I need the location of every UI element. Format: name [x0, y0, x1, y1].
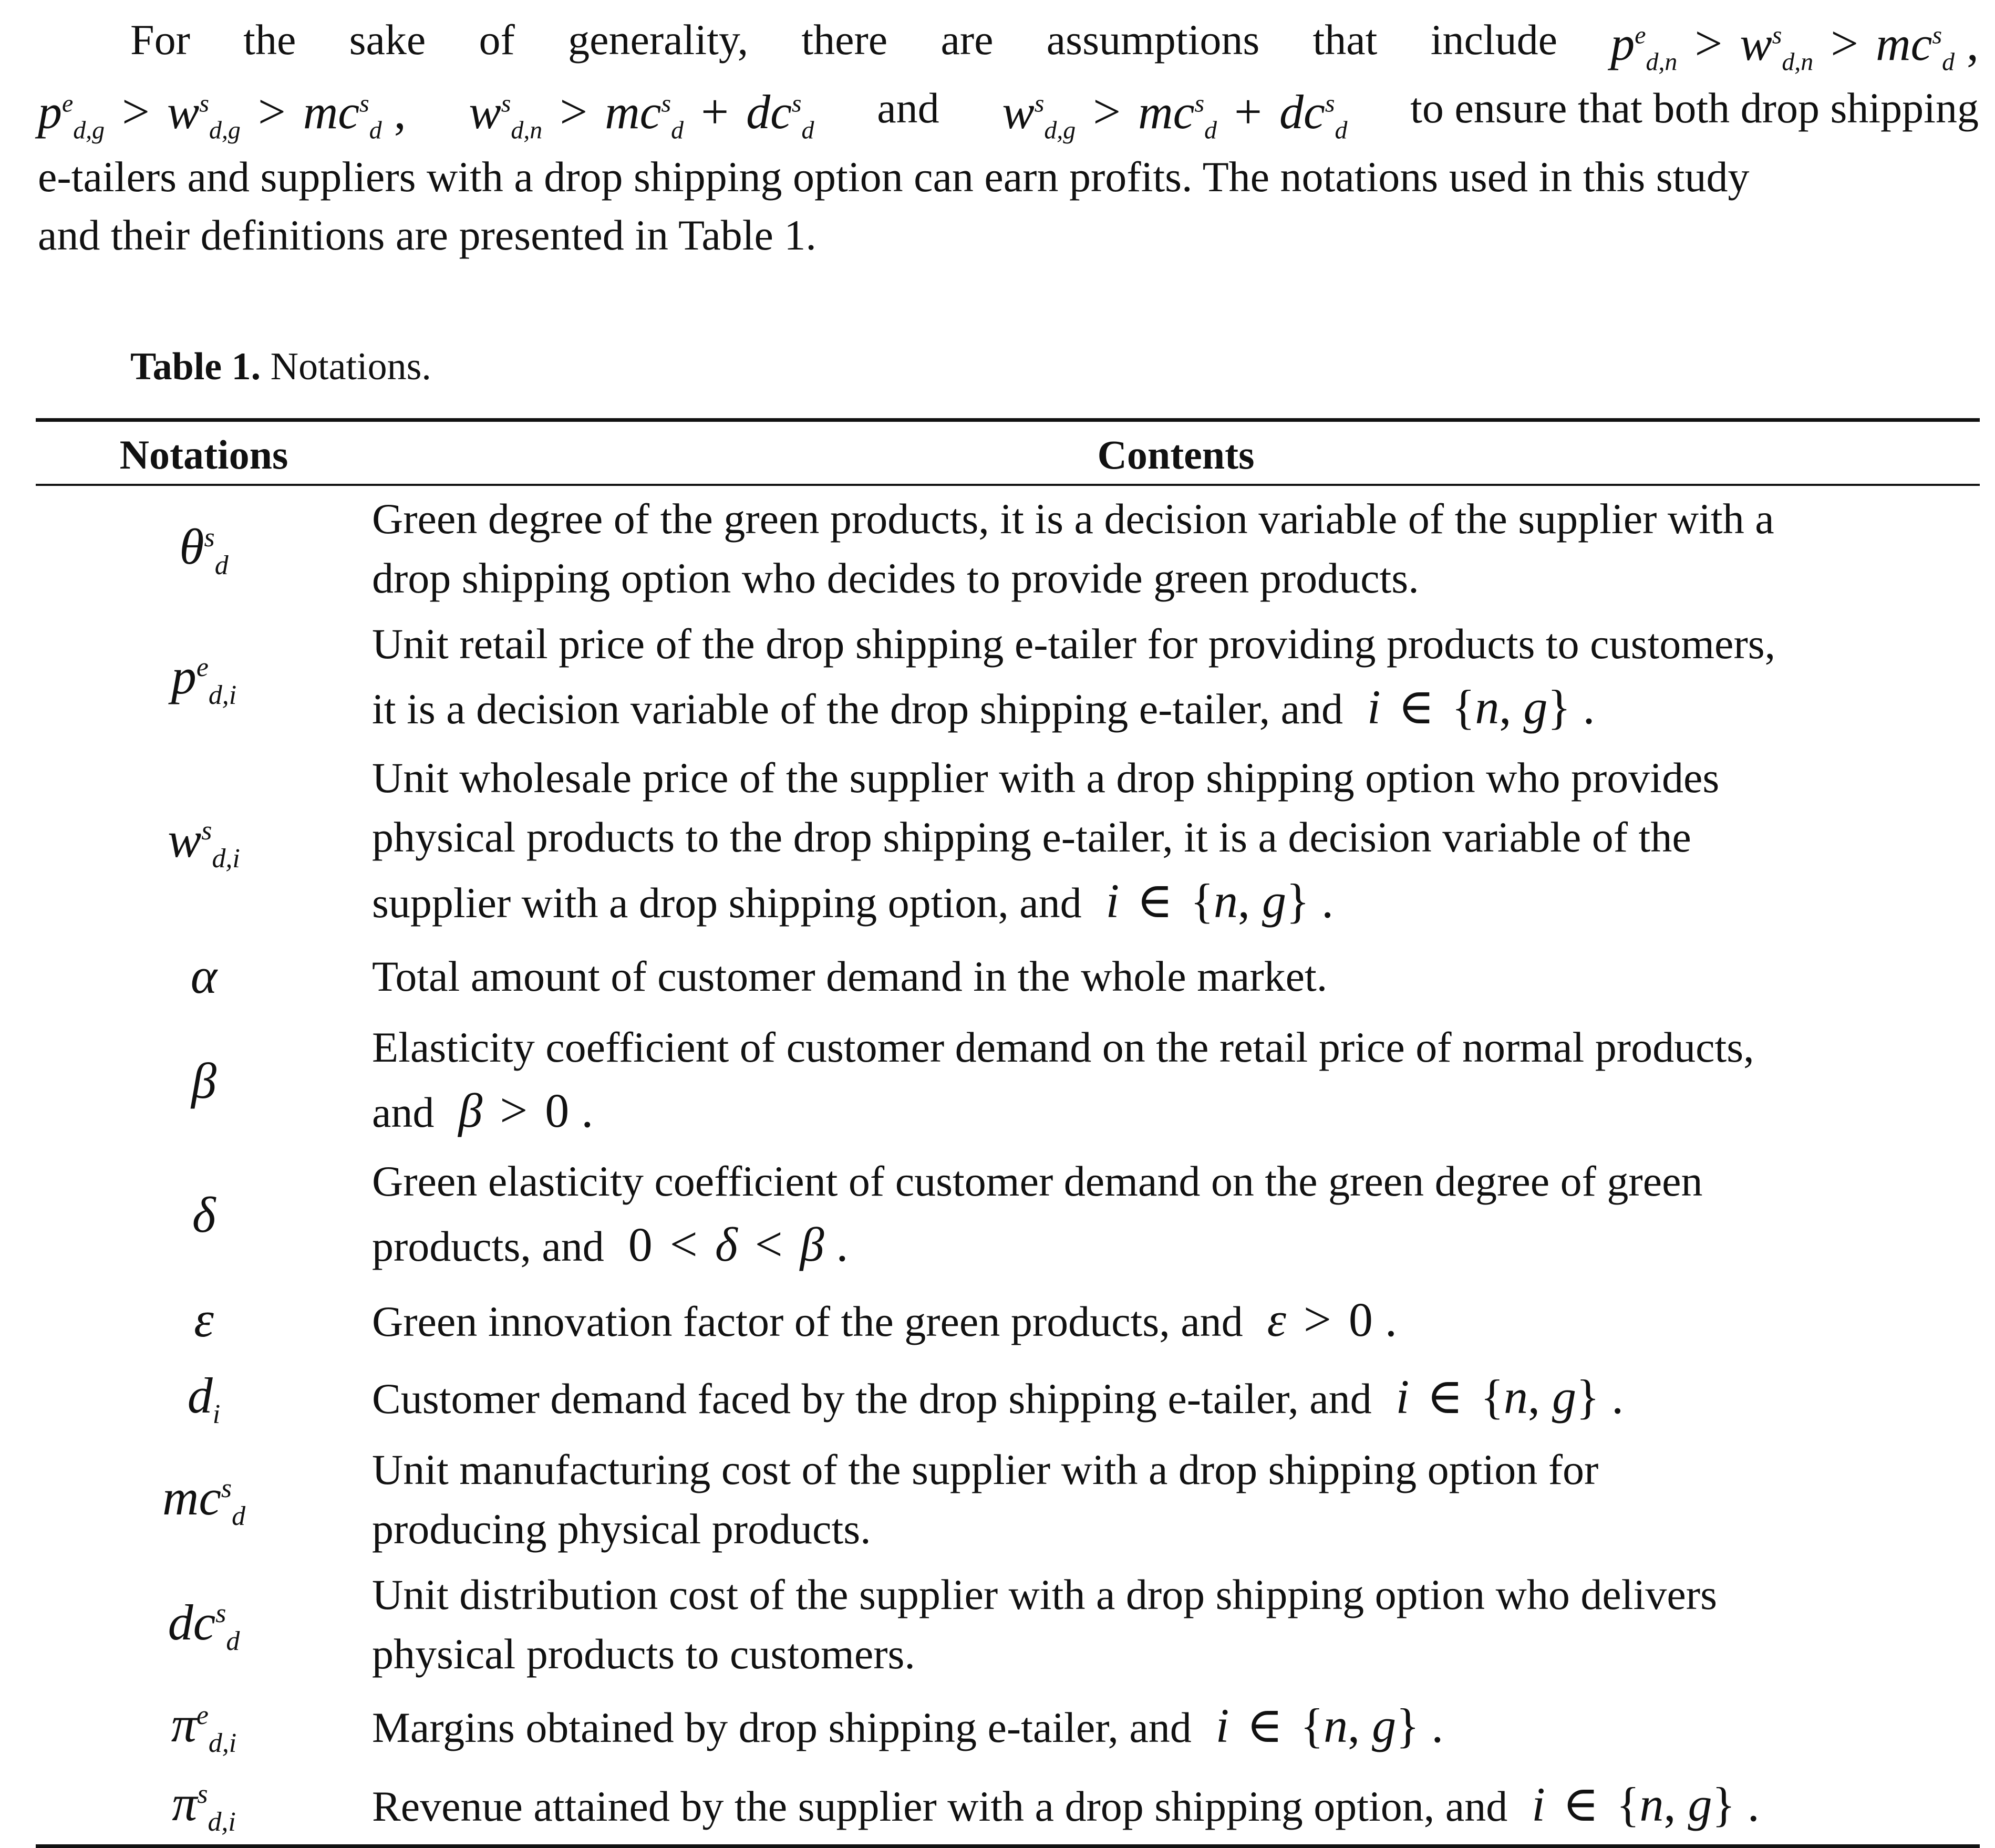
table-row: [36, 1766, 1980, 1844]
table-header-row: [36, 422, 1980, 484]
paragraph-line-2: [38, 79, 1979, 147]
description-line: supplier with a drop shipping option, and i ∈ {n, g} .: [372, 873, 1334, 928]
description-line: Margins obtained by drop shipping e-tailer, and i ∈ {n, g} .: [372, 1698, 1444, 1753]
notation-symbol: $mc^s_d$: [162, 1469, 246, 1532]
intro-paragraph: [38, 11, 1979, 265]
description-math: β > 0 .: [434, 1083, 594, 1138]
description-math: 0 < δ < β .: [628, 1217, 849, 1272]
notation-description: [372, 486, 1980, 611]
description-line: it is a decision variable of the drop shipping e-tailer, and i ∈ {n, g} .: [372, 680, 1595, 735]
description-line: and β > 0 .: [372, 1083, 594, 1138]
math-inequality-1: $p^e_{d,n} > w^s_{d,n} > mc^s_d$ ,: [1610, 16, 1979, 76]
table-caption-text: Notations.: [270, 345, 431, 388]
description-line: Total amount of customer demand in the whole market.: [372, 952, 1328, 1000]
notation-description: [372, 1148, 1980, 1282]
table-caption-label: Table 1.: [130, 345, 261, 388]
notation-symbol: $w^s_{d,i}$: [168, 812, 240, 874]
word: that: [1312, 16, 1378, 64]
notation-symbol: $\pi^s_{d,i}$: [172, 1774, 236, 1837]
paragraph-line-2-tail: to ensure that both drop shipping: [1410, 84, 1979, 132]
notation-symbol: $dc^s_d$: [168, 1594, 240, 1657]
table-top-rule: [36, 418, 1980, 422]
notation-symbol: β: [191, 1052, 216, 1109]
description-line: Green elasticity coefficient of customer demand on the green degree of green: [372, 1157, 1703, 1205]
description-math: i ∈ {n, g} .: [1081, 873, 1334, 928]
word: include: [1430, 16, 1558, 64]
description-math: i ∈ {n, g} .: [1343, 680, 1595, 735]
description-math: i ∈ {n, g} .: [1371, 1369, 1624, 1424]
description-line: Green degree of the green products, it is a decision variable of the supplier with a: [372, 495, 1774, 543]
notation-description: [372, 1562, 1980, 1687]
math-inequality-2: $p^e_{d,g} > w^s_{d,g} > mc^s_d$ ,: [38, 85, 406, 144]
notation-description: [372, 1358, 1980, 1437]
description-line: Unit distribution cost of the supplier with a drop shipping option who delivers: [372, 1570, 1717, 1618]
table-row: [36, 1687, 1980, 1766]
notation-description: [372, 611, 1980, 745]
description-math: ε > 0 .: [1243, 1292, 1397, 1347]
notation-symbol: $p^e_{d,i}$: [171, 648, 237, 711]
notation-symbol: $\theta^s_d$: [179, 518, 229, 581]
description-line: Customer demand faced by the drop shipping e-tailer, and i ∈ {n, g} .: [372, 1369, 1624, 1424]
header-contents: Contents: [1097, 432, 1255, 477]
word: generality,: [568, 16, 749, 64]
table-row: [36, 745, 1980, 938]
description-line: physical products to the drop shipping e-tailer, it is a decision variable of the: [372, 813, 1691, 861]
word: For: [130, 16, 190, 64]
word: the: [243, 16, 296, 64]
notation-description: [372, 1014, 1980, 1148]
paragraph-line-4: and their definitions are presented in Table 1.: [38, 211, 816, 259]
word-and: and: [877, 84, 939, 132]
description-line: Unit retail price of the drop shipping e-tailer for providing products to customers,: [372, 620, 1776, 668]
description-math: i ∈ {n, g} .: [1507, 1777, 1760, 1832]
notation-description: [372, 1437, 1980, 1562]
math-inequality-4: $w^s_{d,g} > mc^s_d + dc^s_d$: [1002, 85, 1348, 144]
word: there: [801, 16, 888, 64]
notation-symbol: $\pi^e_{d,i}$: [171, 1696, 237, 1759]
table-row: [36, 1282, 1980, 1357]
description-line: drop shipping option who decides to provide green products.: [372, 554, 1419, 603]
description-line: Unit manufacturing cost of the supplier with a drop shipping option for: [372, 1445, 1599, 1493]
math-inequality-3: $w^s_{d,n} > mc^s_d + dc^s_d$: [469, 85, 814, 144]
description-math: i ∈ {n, g} .: [1191, 1698, 1444, 1753]
description-line: Green innovation factor of the green products, and ε > 0 .: [372, 1292, 1397, 1347]
word: of: [479, 16, 515, 64]
notation-description: [372, 1282, 1980, 1357]
table-row: [36, 938, 1980, 1014]
description-line: Unit wholesale price of the supplier with a drop shipping option who provides: [372, 754, 1720, 802]
description-line: Elasticity coefficient of customer demand on the retail price of normal products,: [372, 1023, 1754, 1071]
paragraph-line-3: e-tailers and suppliers with a drop shipping option can earn profits. The notations used in this study: [38, 152, 1750, 201]
table-row: [36, 1437, 1980, 1562]
table-row: [36, 1148, 1980, 1282]
notation-description: [372, 745, 1980, 938]
table-row: [36, 486, 1980, 611]
word: are: [940, 16, 994, 64]
description-line: producing physical products.: [372, 1504, 871, 1553]
notation-symbol: $d_i$: [187, 1367, 221, 1430]
table-body: [36, 486, 1980, 1844]
notation-symbol: δ: [192, 1186, 216, 1243]
notation-description: [372, 1766, 1980, 1844]
word: sake: [349, 16, 426, 64]
word: assumptions: [1046, 16, 1260, 64]
table-row: [36, 1562, 1980, 1687]
description-line: physical products to customers.: [372, 1630, 915, 1678]
notation-symbol: α: [190, 948, 218, 1004]
header-notations: Notations: [119, 432, 288, 477]
table-row: [36, 611, 1980, 745]
description-line: products, and 0 < δ < β .: [372, 1217, 849, 1272]
notation-description: [372, 938, 1980, 1014]
table-row: [36, 1358, 1980, 1437]
table-caption: [130, 345, 431, 389]
notation-description: [372, 1687, 1980, 1766]
paragraph-line-1: [38, 11, 1979, 79]
description-line: Revenue attained by the supplier with a drop shipping option, and i ∈ {n, g} .: [372, 1777, 1760, 1832]
notation-symbol: ε: [194, 1291, 214, 1348]
notations-table: [36, 418, 1980, 1848]
table-row: [36, 1014, 1980, 1148]
table-bottom-rule: [36, 1844, 1980, 1848]
